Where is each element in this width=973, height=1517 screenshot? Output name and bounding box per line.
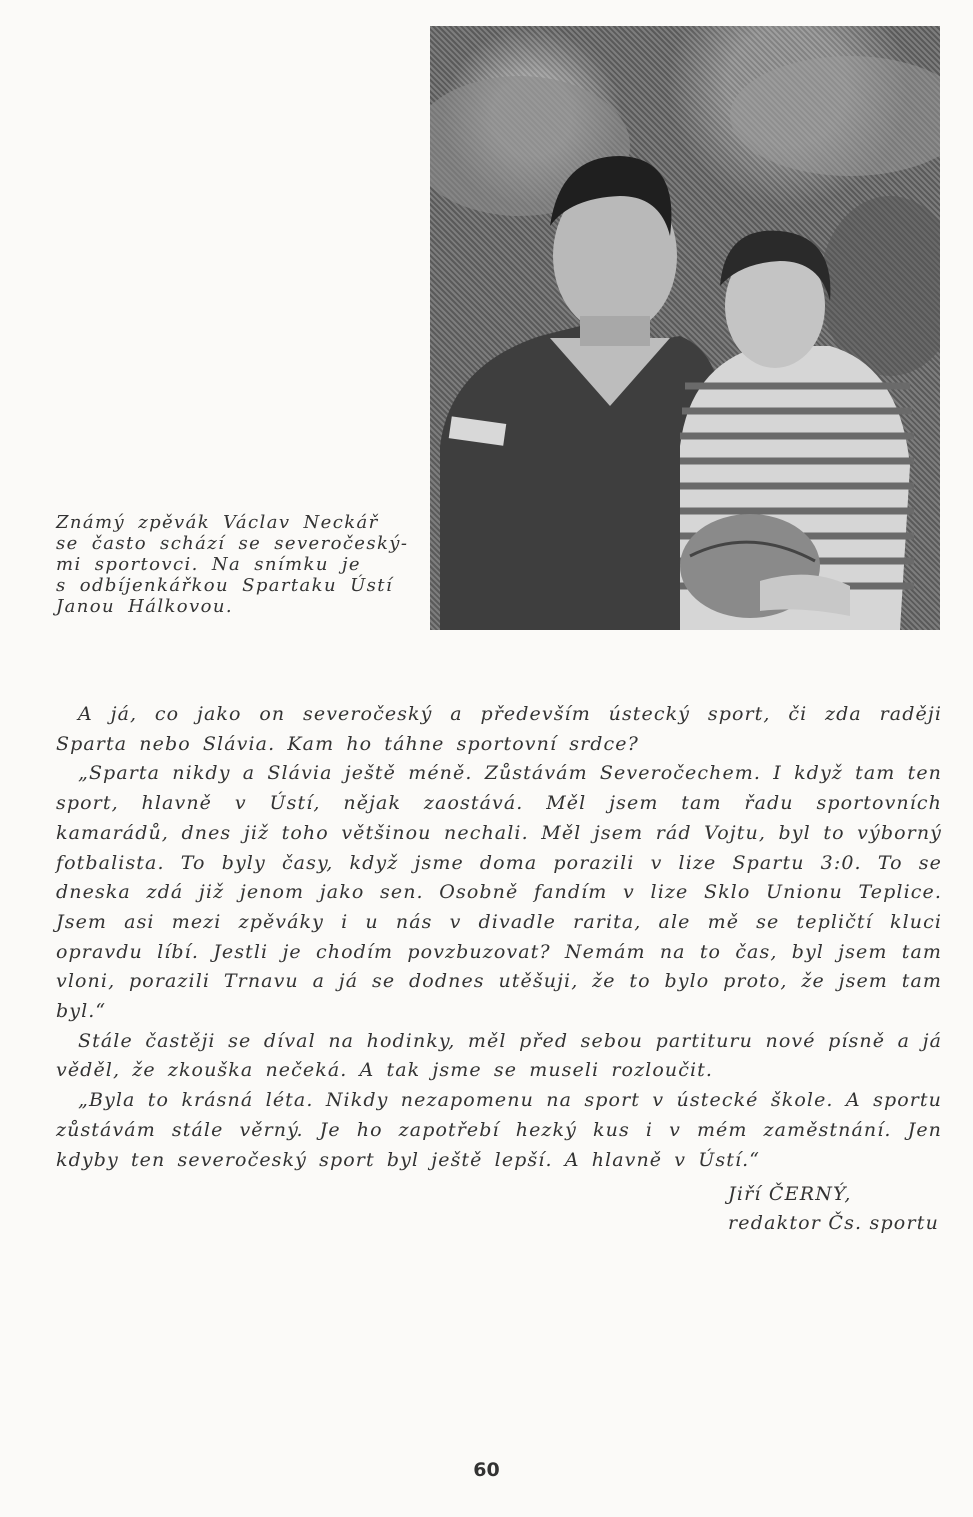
caption-line: s odbíjenkářkou Spartaku Ústí: [56, 575, 394, 596]
article-paragraph: „Byla to krásná léta. Nikdy nezapomenu na sport v ústecké škole. A sportu zůstávám stále věrný. Je ho zapotřebí hezký kus i v mém zaměstnání. Jen kdyby ten severočeský sport byl ještě lepší. A hlavně v Ústí.“: [56, 1089, 942, 1171]
author-role: redaktor Čs. sportu: [728, 1212, 940, 1234]
page-number: 60: [473, 1459, 500, 1481]
article-paragraph: Stále častěji se díval na hodinky, měl před sebou partituru nové písně a já věděl, že zkouška nečeká. A tak jsme se museli rozloučit.: [56, 1029, 942, 1082]
photo-caption: [56, 512, 416, 617]
caption-line: Známý zpěvák Václav Neckář: [56, 512, 379, 533]
article-paragraph: „Sparta nikdy a Slávia ještě méně. Zůstávám Severočechem. I když tam ten sport, hlavně v Ústí, nějak zaostává. Měl jsem tam řadu sportovních kamarádů, dnes již toho většinou nechali. Měl jsem rád Vojtu, byl to výborný fotbalista. To byly časy, když jsme doma porazili v lize Spartu 3:0. To se dneska zdá již jenom jako sen. Osobně fandím v lize Sklo Unionu Teplice. Jsem asi mezi zpěváky i u nás v divadle rarita, ale mě se tepličtí kluci opravdu líbí. Jestli je chodím povzbuzovat? Nemám na to čas, byl jsem tam vloni, porazili Trnavu a já se dodnes utěšuji, že to bylo proto, že jsem tam byl.“: [56, 762, 942, 1023]
article-body: [56, 700, 942, 1175]
photo: [430, 26, 940, 630]
author-signature: [728, 1180, 939, 1238]
photo-two-people-icon: [430, 26, 940, 630]
article-paragraph: A já, co jako on severočeský a především ústecký sport, či zda raději Sparta nebo Slávia. Kam ho táhne sportovní srdce?: [56, 703, 942, 755]
caption-line: se často schází se severočeský-: [56, 533, 409, 554]
caption-line: Janou Hálkovou.: [56, 596, 233, 617]
caption-line: mi sportovci. Na snímku je: [56, 554, 361, 575]
author-name: Jiří ČERNÝ,: [728, 1183, 852, 1205]
